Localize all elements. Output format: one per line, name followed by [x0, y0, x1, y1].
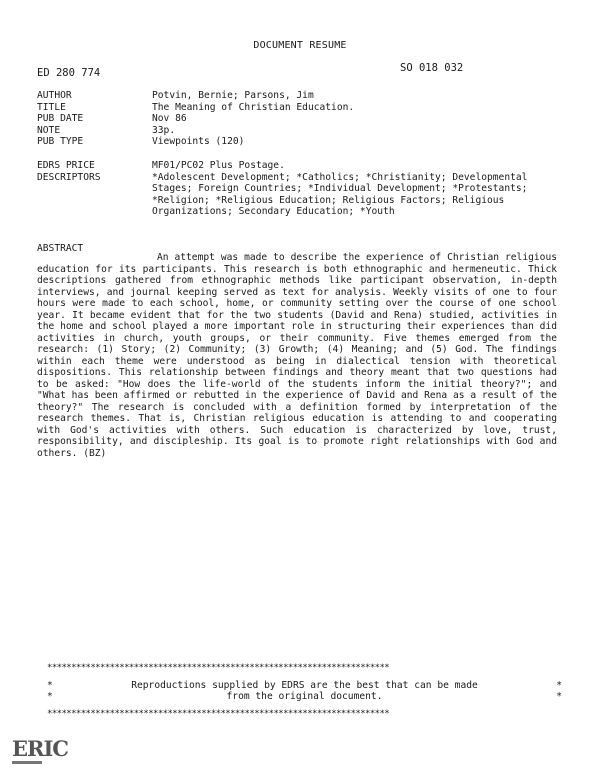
field-note: [37, 125, 557, 137]
field-value: Viewpoints (120): [152, 136, 245, 147]
field-edrs-price: [37, 160, 562, 172]
abstract-label: ABSTRACT: [37, 243, 84, 254]
star-border-bottom: ***********************************************************************: [47, 709, 390, 719]
reproduction-notice: [47, 680, 562, 702]
field-label: NOTE: [37, 124, 61, 136]
field-title: [37, 102, 557, 114]
field-label: EDRS PRICE: [37, 160, 95, 171]
field-label: PUB DATE: [37, 113, 84, 124]
field-value: *Adolescent Development; *Catholics; *Christianity; Developmental Stages; Foreign Countries; *Individual Development; *Protestants; *Religion; *Religious Education; Religious Factors; Religious Organizations; Secondary Education; *Youth: [152, 171, 528, 217]
abstract-text: An attempt was made to describe the experience of Christian religious education for its participants. This research is both ethnographic and hermeneutic. Thick descriptions gathered from ethnographic methods like participant observation, in-depth interviews, and journal keeping served as text for analysis. Weekly visits of one to four hours were made to each school, home, or community setting over the course of one school year. It became evident that for the two students (David and Rena) studied, activities in the home and school played a more important role in structuring their experiences than did activities in church, youth groups, or their community. Five themes emerged from the research: (1) Story; (2) Community; (3) Growth; (4) Meaning; and (5) God. The findings within each theme were understood as being in dialectical tension with theoretical dispositions. This relationship between findings and theory meant that two questions had to be asked: "How does the life-world of the students inform the initial theory?"; and "What has been affirmed or rebutted in the experience of David and Rena as a result of the theory?" The research is concluded with a definition formed by interpretation of the research themes. That is, Christian religious education is attending to and cooperating with God's activities with others. Such education is characterized by love, trust, responsibility, and discipleship. Its goal is to promote right relationships with God and others. (BZ): [37, 252, 557, 459]
field-value: The Meaning of Christian Education.: [152, 101, 355, 113]
star-mark: *: [556, 680, 562, 691]
field-descriptors: [37, 172, 562, 218]
eric-logo: [12, 736, 68, 768]
star-mark: *: [47, 680, 53, 691]
bibliographic-fields: [37, 90, 557, 148]
star-mark: *: [556, 691, 562, 702]
field-label: AUTHOR: [37, 90, 72, 101]
star-mark: *: [47, 691, 53, 702]
field-label: DESCRIPTORS: [37, 171, 101, 183]
field-label: TITLE: [37, 101, 66, 113]
field-pub-date: [37, 113, 557, 125]
field-pub-type: [37, 136, 557, 148]
field-value: 33p.: [152, 124, 176, 136]
document-title: DOCUMENT RESUME: [253, 40, 347, 51]
reproduction-line-1: Reproductions supplied by EDRS are the best that can be made: [131, 680, 478, 691]
field-value: Nov 86: [152, 113, 187, 124]
ed-number: ED 280 774: [37, 67, 101, 79]
field-value: Potvin, Bernie; Parsons, Jim: [152, 90, 314, 101]
indexing-fields: [37, 160, 562, 218]
so-number: SO 018 032: [400, 62, 464, 74]
field-value: MF01/PC02 Plus Postage.: [152, 160, 285, 171]
eric-logo-underline: [12, 761, 42, 764]
field-label: PUB TYPE: [37, 136, 84, 147]
reproduction-line-2: from the original document.: [226, 691, 383, 702]
eric-logo-text: ERIC: [12, 736, 68, 761]
field-author: [37, 90, 557, 102]
star-border-top: ***********************************************************************: [47, 663, 390, 673]
